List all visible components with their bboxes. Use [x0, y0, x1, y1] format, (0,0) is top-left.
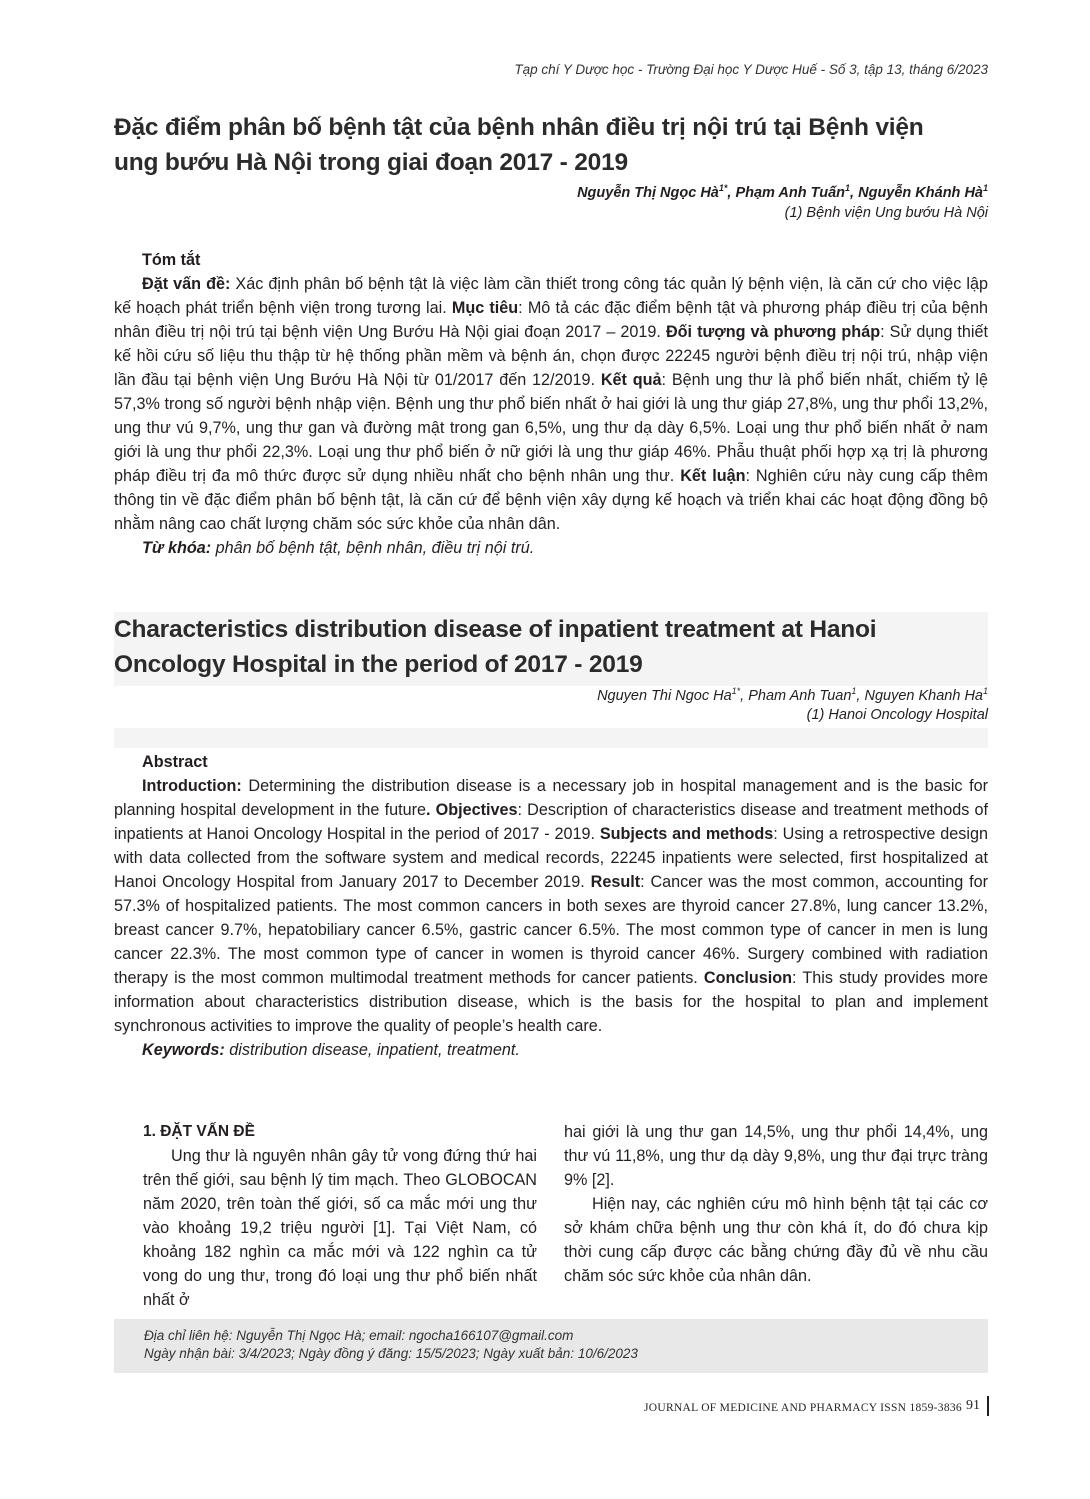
en-keywords-label: Keywords:	[142, 1041, 225, 1059]
vn-title-line1: Đặc điểm phân bố bệnh tật của bệnh nhân điều trị nội trú tại Bệnh viện	[114, 114, 924, 141]
vn-result-text: : Bệnh ung thư là phổ biến nhất, chiếm tỷ lệ 57,3% trong số người bệnh nhập viện. Bệnh ung thư phổ biến nhất ở hai giới là ung thư giáp 27,8%, ung thư phổi 13,2%, ung thư vú 9,7%, ung thư gan và đường mật trong gan 6,5%, ung thư dạ dày 6,5%. Loại ung thư phổ biến nhất ở nam giới là ung thư phổi 22,3%. Loại ung thư phổ biến ở nữ giới là ung thư giáp 46%. Phẫu thuật phối hợp xạ trị là phương pháp điều trị đa mô thức được sử dụng nhiều nhất cho bệnh nhân ung thư.	[114, 371, 988, 485]
en-keywords-text: distribution disease, inpatient, treatment.	[224, 1041, 520, 1059]
vn-objective-text: : Mô tả các đặc điểm bệnh tật và phương pháp điều trị của bệnh nhân điều trị nội trú tại bệnh viện Ung Bướu Hà Nội giai đoạn 2017 – 2019.	[114, 299, 988, 341]
vn-author-2-sup: 1	[845, 183, 851, 193]
en-title-line1: Characteristics distribution disease of inpatient treatment at Hanoi	[114, 616, 877, 643]
vn-affiliation: (1) Bệnh viện Ung bướu Hà Nội	[784, 205, 988, 221]
vn-author-1: Nguyễn Thị Ngọc Hà	[577, 184, 719, 201]
vn-authors: Nguyễn Thị Ngọc $Hà^{1*}$, Phạm Anh Tuấn$^1$, Nguyễn Khánh $Hà^1$	[577, 183, 988, 201]
vn-conclusion-label: Kết luận	[680, 467, 746, 485]
footnote-contact: Địa chỉ liên hệ: Nguyễn Thị Ngọc Hà; email: ngocha166107@gmail.com	[144, 1328, 574, 1343]
vn-title	[114, 110, 994, 180]
page-number: 91	[966, 1398, 980, 1413]
vn-abstract-body	[114, 272, 988, 536]
section1-para1-cont: hai giới là ung thư gan 14,5%, ung thư phổi 14,4%, ung thư vú 11,8%, ung thư dạ dày 9,8%, ung thư đại trực tràng 9% [2].	[564, 1123, 988, 1189]
en-conclusion-text: : This study provides more information about characteristics distribution disease, which is the basis for the hospital to plan and implement synchronous activities to improve the quality of people’s health care.	[114, 969, 988, 1035]
vn-intro-text: Xác định phân bố bệnh tật là việc làm cần thiết trong công tác quản lý bệnh viện, là căn cứ cho việc lập kế hoạch phát triển bệnh viện trong tương lai.	[114, 275, 988, 317]
en-conclusion-label: Conclusion	[703, 969, 793, 987]
section1-left-column	[143, 1120, 537, 1312]
vn-author-1-sup: 1*	[718, 183, 728, 193]
vn-abstract-heading: Tóm tắt	[142, 251, 201, 269]
vn-author-2: Phạm Anh Tuấn	[735, 184, 846, 201]
en-methods-text: : Using a retrospective design with data collected from the software system and medical records, 22245 inpatients were selected, first hospitalized at Hanoi Oncology Hospital from January 2017 to December 2019.	[114, 825, 988, 891]
vn-result-label: Kết quả	[600, 371, 662, 389]
en-intro-label: Introduction:	[142, 777, 242, 795]
footer-divider	[987, 1396, 989, 1416]
en-author-1: Nguyen Thi Ngoc Ha	[597, 687, 732, 704]
en-result-text: : Cancer was the most common, accounting for 57.3% of hospitalized patients. The most common cancers in both sexes are thyroid cancer 27.8%, lung cancer 13.2%, breast cancer 9.7%, hepatobiliary cancer 6.5%, gastric cancer 6.5%. The most common type of cancer in men is lung cancer 22.3%. The most common type of cancer in women is thyroid cancer 46%. Surgery combined with radiation therapy is the most common multimodal treatment methods for cancer patients.	[114, 873, 988, 987]
running-head: Tạp chí Y Dược học - Trường Đại học Y Dược Huế - Số 3, tập 13, tháng 6/2023	[514, 62, 988, 77]
vn-abstract	[114, 248, 988, 560]
vn-methods-text: : Sử dụng thiết kế hồi cứu số liệu thu thập từ hệ thống phần mềm và bệnh án, chọn được 22245 người bệnh điều trị nội trú, nhập viện lần đầu tại bệnh viện Ung Bướu Hà Nội từ 01/2017 đến 12/2019.	[114, 323, 988, 389]
en-authors: Nguyen Thi Ngoc $Ha^{1*}$, Pham Anh Tuan$^1$, Nguyen Khanh Ha$^1$	[597, 686, 988, 704]
section1-right-column	[564, 1120, 988, 1288]
section1-para2: Hiện nay, các nghiên cứu mô hình bệnh tật tại các cơ sở khám chữa bệnh ung thư còn khá ít, do đó chưa kịp thời cung cấp được các bằng chứng đầy đủ về nhu cầu chăm sóc sức khỏe của nhân dân.	[564, 1195, 988, 1285]
en-affiliation: (1) Hanoi Oncology Hospital	[806, 707, 988, 723]
en-intro-end: .	[425, 801, 436, 819]
vn-intro-label: Đặt vấn đề:	[142, 275, 231, 293]
en-intro-text: Determining the distribution disease is a necessary job in hospital management and is the basic for planning hospital development in the future	[114, 777, 988, 819]
section1-heading: 1. ĐẶT VẤN ĐỀ	[143, 1123, 255, 1140]
en-methods-label: Subjects and methods	[599, 825, 774, 843]
vn-keywords	[114, 536, 988, 560]
footer-journal: JOURNAL OF MEDICINE AND PHARMACY ISSN 1859-3836	[643, 1402, 962, 1414]
en-objective-label: Objectives	[435, 801, 518, 819]
en-author-3: Nguyen Khanh Ha	[864, 687, 983, 704]
en-keywords	[114, 1038, 988, 1062]
vn-keywords-label: Từ khóa:	[142, 539, 212, 557]
vn-objective-label: Mục tiêu	[451, 299, 519, 317]
en-author-3-sup: 1	[982, 686, 988, 696]
footnote-dates: Ngày nhận bài: 3/4/2023; Ngày đồng ý đăng: 15/5/2023; Ngày xuất bản: 10/6/2023	[144, 1346, 638, 1361]
en-author-2-sup: 1	[851, 686, 857, 696]
vn-author-3-sup: 1	[982, 183, 988, 193]
section1-para1: Ung thư là nguyên nhân gây tử vong đứng thứ hai trên thế giới, sau bệnh lý tim mạch. Theo GLOBOCAN năm 2020, trên toàn thế giới, số ca mắc mới ung thư vào khoảng 19,2 triệu người [1]. Tại Việt Nam, có khoảng 182 nghìn ca mắc mới và 122 nghìn ca tử vong do ung thư, trong đó loại ung thư phổ biến nhất nhất ở	[143, 1147, 537, 1309]
en-abstract-heading: Abstract	[142, 753, 208, 771]
en-objective-text: : Description of characteristics disease and treatment methods of inpatients at Hanoi Oncology Hospital in the period of 2017 - 2019.	[114, 801, 988, 843]
en-abstract-body	[114, 774, 988, 1038]
en-author-2: Pham Anh Tuan	[748, 687, 852, 704]
en-title	[114, 612, 984, 682]
vn-keywords-text: phân bố bệnh tật, bệnh nhân, điều trị nội trú.	[211, 539, 535, 557]
en-title-line2: Oncology Hospital in the period of 2017 - 2019	[114, 651, 643, 678]
vn-title-line2: ung bướu Hà Nội trong giai đoạn 2017 - 2019	[114, 149, 628, 176]
vn-author-3: Nguyễn Khánh Hà	[858, 184, 983, 201]
footnote-box	[114, 1319, 988, 1373]
vn-methods-label: Đối tượng và phương pháp	[665, 323, 881, 341]
en-abstract	[114, 750, 988, 1062]
vn-conclusion-text: : Nghiên cứu này cung cấp thêm thông tin về đặc điểm phân bố bệnh tật, là căn cứ để bệnh viện xây dựng kế hoạch và triển khai các hoạt động đồng bộ nhằm nâng cao chất lượng chăm sóc sức khỏe của nhân dân.	[114, 467, 989, 533]
en-author-1-sup: 1*	[731, 686, 741, 696]
en-result-label: Result	[590, 873, 641, 891]
en-band	[114, 728, 988, 748]
